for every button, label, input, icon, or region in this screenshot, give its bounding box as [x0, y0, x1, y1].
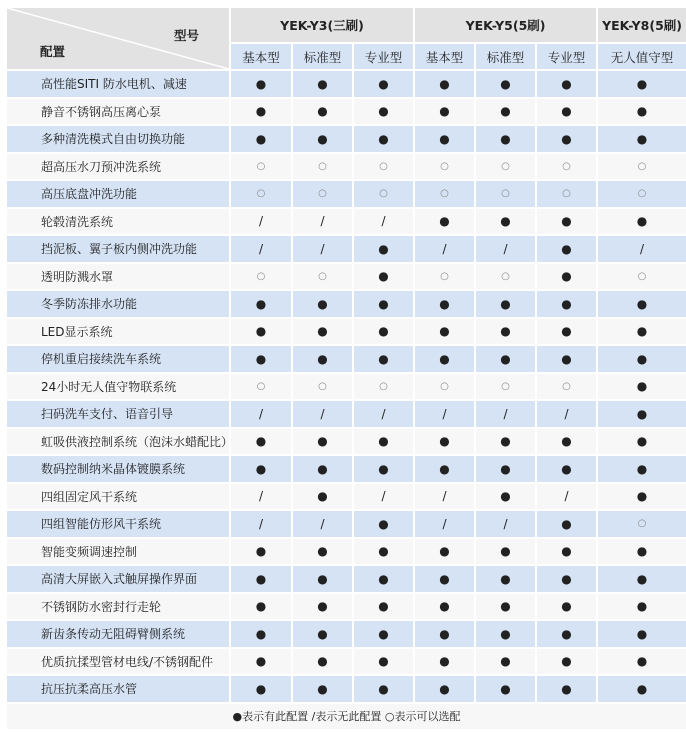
included-mark: ●: [354, 566, 413, 592]
not-included-mark: /: [293, 511, 352, 537]
included-mark: ●: [537, 649, 596, 675]
table-row: [7, 346, 686, 372]
not-included-mark: /: [415, 236, 474, 262]
included-mark: ●: [231, 71, 291, 97]
variant-header: 专业型: [537, 44, 596, 69]
included-mark: ●: [293, 346, 352, 372]
feature-label: 新齿条传动无阻碍臂侧系统: [7, 621, 229, 647]
optional-mark: ○: [598, 511, 686, 537]
included-mark: ●: [537, 456, 596, 482]
not-included-mark: /: [537, 484, 596, 510]
table-row: [7, 236, 686, 262]
feature-label: 虹吸供液控制系统（泡沫水蜡配比）: [7, 429, 229, 455]
included-mark: ●: [537, 429, 596, 455]
not-included-mark: /: [476, 511, 535, 537]
included-mark: ●: [354, 594, 413, 620]
table-row: [7, 154, 686, 180]
not-included-mark: /: [354, 209, 413, 235]
not-included-mark: /: [354, 401, 413, 427]
included-mark: ●: [476, 99, 535, 125]
included-mark: ●: [415, 126, 474, 152]
included-mark: ●: [415, 456, 474, 482]
included-mark: ●: [537, 594, 596, 620]
feature-label: 优质抗揉型管材电线/不锈钢配件: [7, 649, 229, 675]
included-mark: ●: [293, 676, 352, 702]
included-mark: ●: [415, 319, 474, 345]
feature-label: 高性能SITI 防水电机、减速: [7, 71, 229, 97]
included-mark: ●: [231, 346, 291, 372]
included-mark: ●: [598, 319, 686, 345]
optional-mark: ○: [354, 181, 413, 207]
optional-mark: ○: [415, 181, 474, 207]
optional-mark: ○: [415, 154, 474, 180]
optional-mark: ○: [293, 181, 352, 207]
feature-label: LED显示系统: [7, 319, 229, 345]
included-mark: ●: [537, 126, 596, 152]
included-mark: ●: [598, 621, 686, 647]
table-row: [7, 264, 686, 290]
included-mark: ●: [231, 456, 291, 482]
included-mark: ●: [537, 236, 596, 262]
not-included-mark: /: [354, 484, 413, 510]
spec-table: [5, 6, 686, 731]
included-mark: ●: [476, 649, 535, 675]
included-mark: ●: [415, 621, 474, 647]
included-mark: ●: [598, 346, 686, 372]
optional-mark: ○: [476, 374, 535, 400]
optional-mark: ○: [293, 264, 352, 290]
corner-model-label: 型号: [173, 28, 199, 43]
optional-mark: ○: [354, 374, 413, 400]
included-mark: ●: [231, 429, 291, 455]
included-mark: ●: [293, 649, 352, 675]
included-mark: ●: [537, 566, 596, 592]
included-mark: ●: [231, 539, 291, 565]
included-mark: ●: [415, 346, 474, 372]
included-mark: ●: [293, 319, 352, 345]
included-mark: ●: [231, 676, 291, 702]
included-mark: ●: [598, 209, 686, 235]
included-mark: ●: [354, 264, 413, 290]
table-row: [7, 594, 686, 620]
included-mark: ●: [598, 566, 686, 592]
optional-mark: ○: [354, 154, 413, 180]
optional-mark: ○: [537, 181, 596, 207]
included-mark: ●: [354, 539, 413, 565]
included-mark: ●: [293, 456, 352, 482]
feature-label: 挡泥板、翼子板内侧冲洗功能: [7, 236, 229, 262]
corner-config-label: 配置: [40, 44, 66, 59]
included-mark: ●: [231, 319, 291, 345]
included-mark: ●: [476, 594, 535, 620]
included-mark: ●: [293, 126, 352, 152]
not-included-mark: /: [537, 401, 596, 427]
table-row: [7, 649, 686, 675]
optional-mark: ○: [415, 264, 474, 290]
feature-label: 高清大屏嵌入式触屏操作界面: [7, 566, 229, 592]
optional-mark: ○: [598, 154, 686, 180]
included-mark: ●: [293, 484, 352, 510]
table-row: [7, 319, 686, 345]
feature-label: 多种清洗模式自由切换功能: [7, 126, 229, 152]
feature-label: 静音不锈钢高压离心泵: [7, 99, 229, 125]
table-row: [7, 539, 686, 565]
included-mark: ●: [476, 621, 535, 647]
not-included-mark: /: [476, 236, 535, 262]
included-mark: ●: [293, 71, 352, 97]
included-mark: ●: [476, 539, 535, 565]
optional-mark: ○: [231, 181, 291, 207]
table-row: [7, 484, 686, 510]
table-row: [7, 456, 686, 482]
feature-label: 抗压抗柔高压水管: [7, 676, 229, 702]
variant-header: 基本型: [231, 44, 291, 69]
included-mark: ●: [354, 126, 413, 152]
optional-mark: ○: [231, 374, 291, 400]
group-header-y5: YEK-Y5(5刷): [415, 8, 596, 42]
group-header-y3: YEK-Y3(三刷): [231, 8, 413, 42]
feature-label: 冬季防冻排水功能: [7, 291, 229, 317]
included-mark: ●: [537, 346, 596, 372]
included-mark: ●: [231, 649, 291, 675]
feature-label: 超高压水刀预冲洗系统: [7, 154, 229, 180]
included-mark: ●: [537, 71, 596, 97]
included-mark: ●: [476, 209, 535, 235]
included-mark: ●: [293, 539, 352, 565]
included-mark: ●: [537, 676, 596, 702]
included-mark: ●: [354, 511, 413, 537]
included-mark: ●: [476, 319, 535, 345]
not-included-mark: /: [415, 484, 474, 510]
variant-header: 专业型: [354, 44, 413, 69]
spec-table-container: [7, 6, 686, 731]
included-mark: ●: [354, 236, 413, 262]
variant-header: 标准型: [476, 44, 535, 69]
table-row: [7, 429, 686, 455]
included-mark: ●: [293, 291, 352, 317]
feature-label: 不锈钢防水密封行走轮: [7, 594, 229, 620]
included-mark: ●: [598, 126, 686, 152]
included-mark: ●: [231, 291, 291, 317]
optional-mark: ○: [231, 154, 291, 180]
included-mark: ●: [231, 126, 291, 152]
not-included-mark: /: [231, 236, 291, 262]
group-header-y8: YEK-Y8(5刷): [598, 8, 686, 42]
table-row: [7, 401, 686, 427]
included-mark: ●: [354, 649, 413, 675]
included-mark: ●: [537, 319, 596, 345]
included-mark: ●: [293, 621, 352, 647]
included-mark: ●: [231, 621, 291, 647]
included-mark: ●: [354, 676, 413, 702]
included-mark: ●: [293, 429, 352, 455]
included-mark: ●: [598, 676, 686, 702]
included-mark: ●: [476, 429, 535, 455]
optional-mark: ○: [598, 181, 686, 207]
included-mark: ●: [354, 346, 413, 372]
feature-label: 高压底盘冲洗功能: [7, 181, 229, 207]
table-row: [7, 181, 686, 207]
included-mark: ●: [598, 291, 686, 317]
corner-header: [7, 8, 229, 69]
optional-mark: ○: [476, 154, 535, 180]
included-mark: ●: [231, 594, 291, 620]
spec-rows: [7, 71, 686, 702]
included-mark: ●: [293, 594, 352, 620]
included-mark: ●: [476, 566, 535, 592]
optional-mark: ○: [415, 374, 474, 400]
table-row: [7, 291, 686, 317]
included-mark: ●: [598, 594, 686, 620]
included-mark: ●: [415, 291, 474, 317]
included-mark: ●: [354, 71, 413, 97]
variant-header: 基本型: [415, 44, 474, 69]
not-included-mark: /: [476, 401, 535, 427]
included-mark: ●: [415, 71, 474, 97]
not-included-mark: /: [231, 511, 291, 537]
included-mark: ●: [476, 346, 535, 372]
feature-label: 透明防溅水罩: [7, 264, 229, 290]
optional-mark: ○: [537, 374, 596, 400]
variant-header: 无人值守型: [598, 44, 686, 69]
included-mark: ●: [231, 99, 291, 125]
not-included-mark: /: [415, 511, 474, 537]
feature-label: 停机重启接续洗车系统: [7, 346, 229, 372]
included-mark: ●: [354, 429, 413, 455]
optional-mark: ○: [476, 181, 535, 207]
included-mark: ●: [537, 209, 596, 235]
included-mark: ●: [415, 429, 474, 455]
table-row: [7, 126, 686, 152]
included-mark: ●: [415, 566, 474, 592]
included-mark: ●: [354, 99, 413, 125]
included-mark: ●: [354, 621, 413, 647]
not-included-mark: /: [598, 236, 686, 262]
table-row: [7, 209, 686, 235]
included-mark: ●: [415, 649, 474, 675]
included-mark: ●: [537, 621, 596, 647]
included-mark: ●: [415, 539, 474, 565]
included-mark: ●: [598, 649, 686, 675]
included-mark: ●: [354, 319, 413, 345]
included-mark: ●: [598, 429, 686, 455]
table-row: [7, 71, 686, 97]
included-mark: ●: [354, 456, 413, 482]
not-included-mark: /: [293, 401, 352, 427]
included-mark: ●: [293, 99, 352, 125]
included-mark: ●: [537, 99, 596, 125]
optional-mark: ○: [293, 374, 352, 400]
feature-label: 轮毂清洗系统: [7, 209, 229, 235]
included-mark: ●: [476, 126, 535, 152]
not-included-mark: /: [293, 236, 352, 262]
included-mark: ●: [476, 456, 535, 482]
included-mark: ●: [537, 291, 596, 317]
feature-label: 扫码洗车支付、语音引导: [7, 401, 229, 427]
included-mark: ●: [231, 566, 291, 592]
included-mark: ●: [537, 539, 596, 565]
included-mark: ●: [415, 676, 474, 702]
included-mark: ●: [537, 511, 596, 537]
feature-label: 四组智能仿形风干系统: [7, 511, 229, 537]
included-mark: ●: [415, 594, 474, 620]
included-mark: ●: [598, 456, 686, 482]
included-mark: ●: [415, 99, 474, 125]
table-row: [7, 374, 686, 400]
included-mark: ●: [598, 401, 686, 427]
included-mark: ●: [598, 71, 686, 97]
feature-label: 四组固定风干系统: [7, 484, 229, 510]
included-mark: ●: [598, 374, 686, 400]
feature-label: 智能变频调速控制: [7, 539, 229, 565]
table-row: [7, 621, 686, 647]
included-mark: ●: [598, 484, 686, 510]
not-included-mark: /: [231, 209, 291, 235]
optional-mark: ○: [598, 264, 686, 290]
included-mark: ●: [476, 484, 535, 510]
not-included-mark: /: [231, 401, 291, 427]
table-row: [7, 99, 686, 125]
feature-label: 24小时无人值守物联系统: [7, 374, 229, 400]
included-mark: ●: [598, 99, 686, 125]
optional-mark: ○: [293, 154, 352, 180]
included-mark: ●: [354, 291, 413, 317]
optional-mark: ○: [537, 154, 596, 180]
included-mark: ●: [476, 71, 535, 97]
feature-label: 数码控制纳米晶体镀膜系统: [7, 456, 229, 482]
not-included-mark: /: [231, 484, 291, 510]
included-mark: ●: [415, 209, 474, 235]
not-included-mark: /: [415, 401, 474, 427]
optional-mark: ○: [231, 264, 291, 290]
table-row: [7, 676, 686, 702]
not-included-mark: /: [293, 209, 352, 235]
legend-text: ●表示有此配置 /表示无此配置 ○表示可以选配: [7, 704, 686, 729]
included-mark: ●: [476, 676, 535, 702]
included-mark: ●: [537, 264, 596, 290]
included-mark: ●: [293, 566, 352, 592]
included-mark: ●: [476, 291, 535, 317]
table-row: [7, 566, 686, 592]
table-row: [7, 511, 686, 537]
included-mark: ●: [598, 539, 686, 565]
optional-mark: ○: [476, 264, 535, 290]
variant-header: 标准型: [293, 44, 352, 69]
